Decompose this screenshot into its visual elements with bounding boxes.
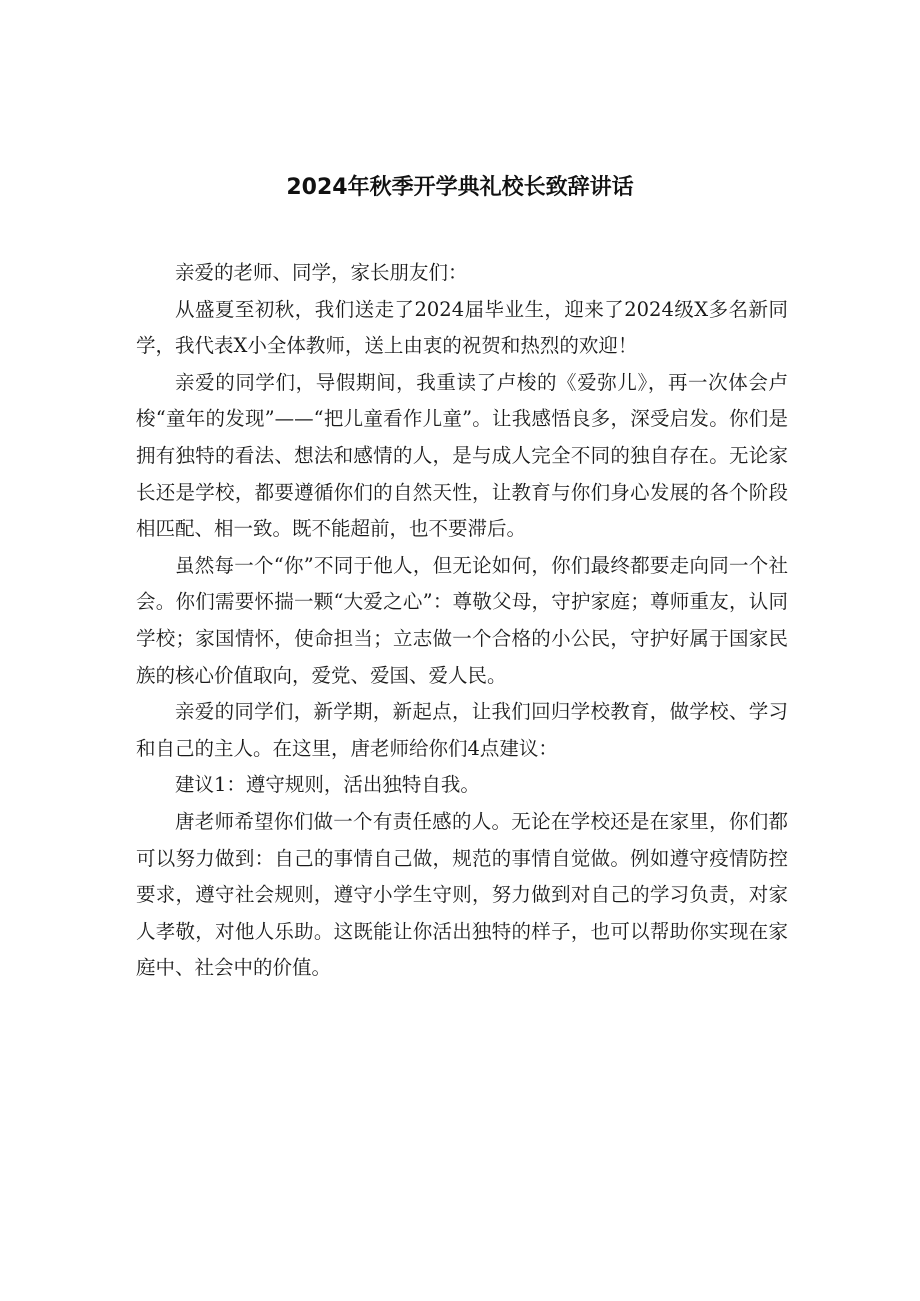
suggestion-heading: 建议1：遵守规则，活出独特自我。 — [175, 773, 480, 797]
responsibility-paragraph: 唐老师希望你们做一个有责任感的人。无论在学校还是在家里，你们都可以努力做到：自己的事情自己做，规范的事情自觉做。例如遵守疫情防控要求，遵守社会规则，遵守小学生守则，努力做到对自己的学习负责，对家人孝敬，对他人乐助。这既能让你活出独特的样子，也可以帮助你实现在家庭中、社会中的价值。 — [136, 809, 788, 980]
document-body — [136, 255, 788, 987]
rousseau-paragraph: 亲爱的同学们，导假期间，我重读了卢梭的《爱弥儿》，再一次体会卢梭“童年的发现”——“把儿童看作儿童”。让我感悟良多，深受启发。你们是拥有独特的看法、想法和感情的人，是与成人完全不同的独自存在。无论家长还是学校，都要遵循你们的自然天性，让教育与你们身心发展的各个阶段相匹配、相一致。既不能超前，也不要滞后。 — [136, 370, 788, 541]
salutation-paragraph: 亲爱的老师、同学，家长朋友们： — [175, 261, 468, 284]
society-paragraph: 虽然每一个“你”不同于他人，但无论如何，你们最终都要走向同一个社会。你们需要怀揣一颗“大爱之心”：尊敬父母，守护家庭；尊师重友，认同学校；家国情怀，使命担当；立志做一个合格的小公民，守护好属于国家民族的核心价值取向，爱党、爱国、爱人民。 — [136, 553, 788, 687]
welcome-paragraph: 从盛夏至初秋，我们送走了2024届毕业生，迎来了2024级X多名新同学，我代表X小全体教师，送上由衷的祝贺和热烈的欢迎！ — [136, 297, 788, 358]
new-semester-paragraph: 亲爱的同学们，新学期，新起点，让我们回归学校教育，做学校、学习和自己的主人。在这里，唐老师给你们4点建议： — [136, 700, 788, 760]
document-title: 2024年秋季开学典礼校长致辞讲话 — [286, 175, 634, 200]
